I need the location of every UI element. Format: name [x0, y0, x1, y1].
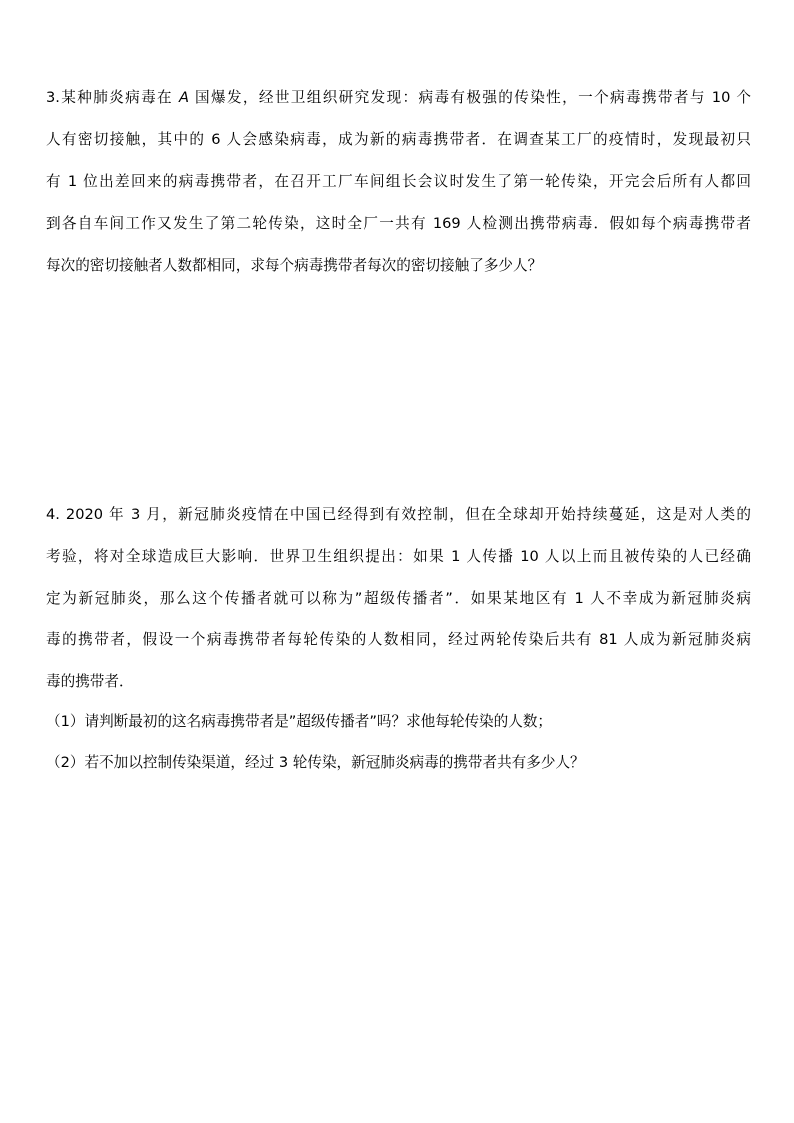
problem-3-line-1-end: 国爆发，经世卫组织研究发现：病毒有极强的传染性，一个病毒携带者与 10 个: [189, 89, 751, 106]
problem-4-line-4: 毒的携带者，假设一个病毒携带者每轮传染的人数相同，经过两轮传染后共有 81 人成为新冠肺炎病: [46, 631, 751, 648]
country-label: A: [179, 89, 190, 106]
problem-3-line-5: 每次的密切接触者人数都相同，求每个病毒携带者每次的密切接触了多少人？: [46, 257, 543, 274]
problem-4-question-1: （1）请判断最初的这名病毒携带者是”超级传播者”吗？求他每轮传染的人数；: [46, 713, 553, 730]
problem-4-line-3: 定为新冠肺炎，那么这个传播者就可以称为”超级传播者”．如果某地区有 1 人不幸成为新冠肺炎病: [46, 590, 751, 607]
problem-3-line-2: 人有密切接触，其中的 6 人会感染病毒，成为新的病毒携带者．在调查某工厂的疫情时，发现最初只: [46, 131, 751, 148]
problem-4-line-2: 考验，将对全球造成巨大影响．世界卫生组织提出：如果 1 人传播 10 人以上而且被传染的人已经确: [46, 548, 751, 565]
problem-3-line-3: 有 1 位出差回来的病毒携带者，在召开工厂车间组长会议时发生了第一轮传染，开完会后所有人都回: [46, 173, 751, 190]
problem-3-line-1: [46, 86, 751, 110]
problem-4-line-5: 毒的携带者．: [46, 673, 134, 690]
problem-4-line-1: 4. 2020 年 3 月，新冠肺炎疫情在中国已经得到有效控制，但在全球却开始持续蔓延，这是对人类的: [46, 506, 751, 523]
problem-4-question-2: （2）若不加以控制传染渠道，经过 3 轮传染，新冠肺炎病毒的携带者共有多少人？: [46, 754, 585, 771]
problem-3-line-4: 到各自车间工作又发生了第二轮传染，这时全厂一共有 169 人检测出携带病毒．假如每个病毒携带者: [46, 215, 751, 232]
problem-3-line-1-start: 3.某种肺炎病毒在: [46, 89, 180, 106]
